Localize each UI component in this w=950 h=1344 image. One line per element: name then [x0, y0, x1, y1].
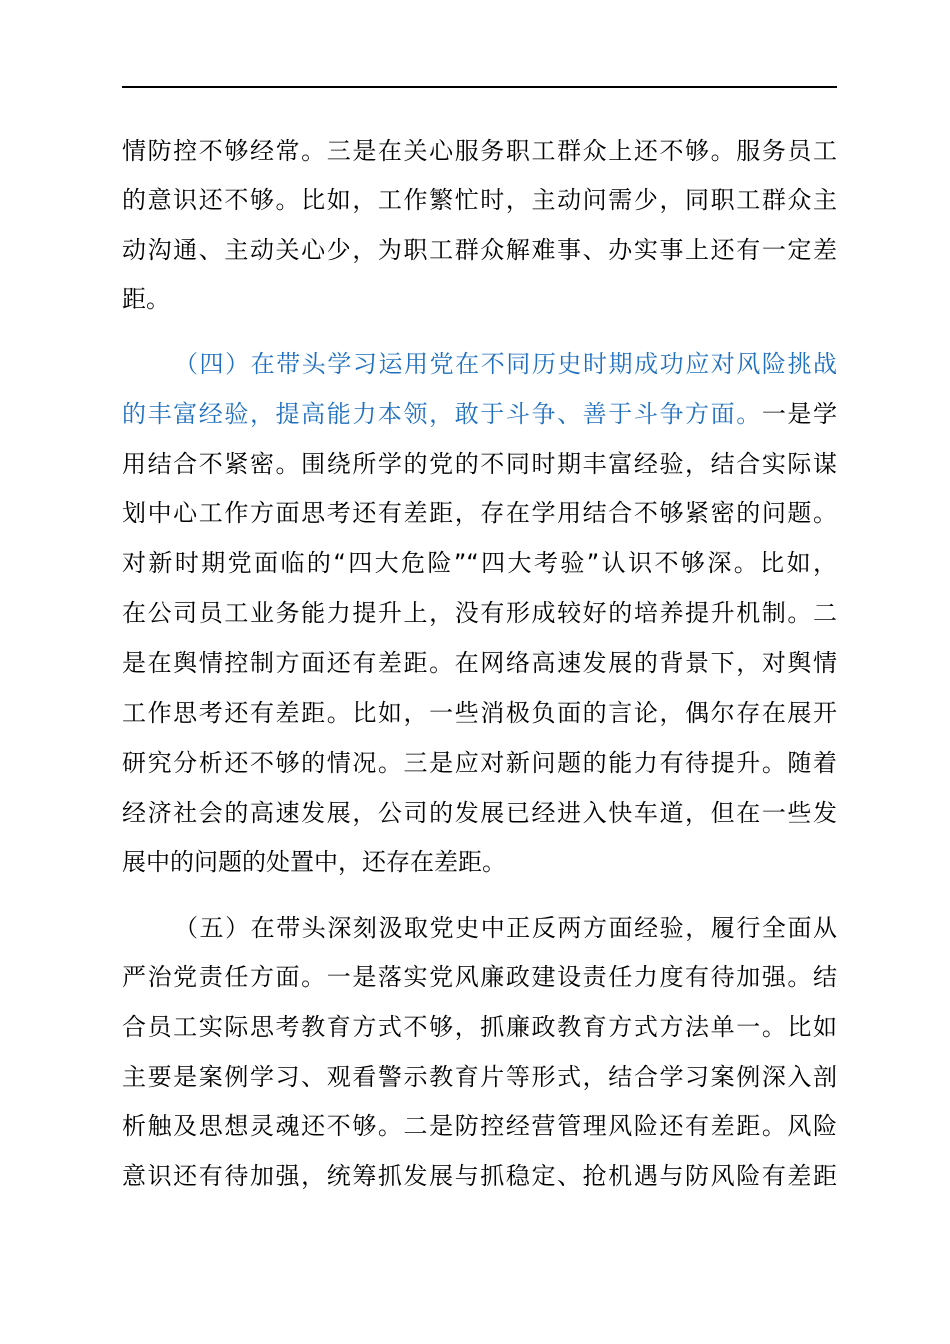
paragraph-line: 情防控不够经常。三是在关心服务职工群众上还不够。服务员工: [122, 137, 837, 165]
paragraph-line: 用结合不紧密。围绕所学的党的不同时期丰富经验，结合实际谋: [122, 450, 837, 478]
section-heading-four-line2: [122, 394, 837, 434]
paragraph-line: 距。: [122, 285, 170, 313]
section-heading-four: （四）在带头学习运用党在不同历史时期成功应对风险挑战: [174, 350, 837, 378]
paragraph-line: 展中的问题的处置中，还存在差距。: [122, 848, 506, 876]
paragraph-line: 经济社会的高速发展，公司的发展已经进入快车道，但在一些发: [122, 799, 837, 827]
paragraph-line: 研究分析还不够的情况。三是应对新问题的能力有待提升。随着: [122, 749, 837, 777]
paragraph-line: 动沟通、主动关心少，为职工群众解难事、办实事上还有一定差: [122, 236, 837, 264]
paragraph-line-tail: 一是学: [761, 400, 838, 428]
section-heading-five: （五）在带头深刻汲取党史中正反两方面经验，履行全面从: [174, 914, 837, 942]
paragraph-line: 工作思考还有差距。比如，一些消极负面的言论，偶尔存在展开: [122, 699, 837, 727]
paragraph-line: 析触及思想灵魂还不够。二是防控经营管理风险还有差距。风险: [122, 1112, 837, 1140]
section-heading-four-tail: 的丰富经验，提高能力本领，敢于斗争、善于斗争方面。: [122, 400, 762, 428]
header-rule: [122, 86, 837, 88]
paragraph-line: 主要是案例学习、观看警示教育片等形式，结合学习案例深入剖: [122, 1063, 837, 1091]
paragraph-line: 的意识还不够。比如，工作繁忙时，主动问需少，同职工群众主: [122, 186, 837, 214]
paragraph-line: 对新时期党面临的“四大危险”“四大考验”认识不够深。比如，: [122, 549, 837, 577]
paragraph-line: 是在舆情控制方面还有差距。在网络高速发展的背景下，对舆情: [122, 649, 837, 677]
paragraph-line: 意识还有待加强，统筹抓发展与抓稳定、抢机遇与防风险有差距: [122, 1162, 837, 1190]
paragraph-line: 严治党责任方面。一是落实党风廉政建设责任力度有待加强。结: [122, 963, 837, 991]
paragraph-line: 划中心工作方面思考还有差距，存在学用结合不够紧密的问题。: [122, 499, 837, 527]
paragraph-line: 合员工实际思考教育方式不够，抓廉政教育方式方法单一。比如: [122, 1013, 837, 1041]
paragraph-line: 在公司员工业务能力提升上，没有形成较好的培养提升机制。二: [122, 599, 837, 627]
